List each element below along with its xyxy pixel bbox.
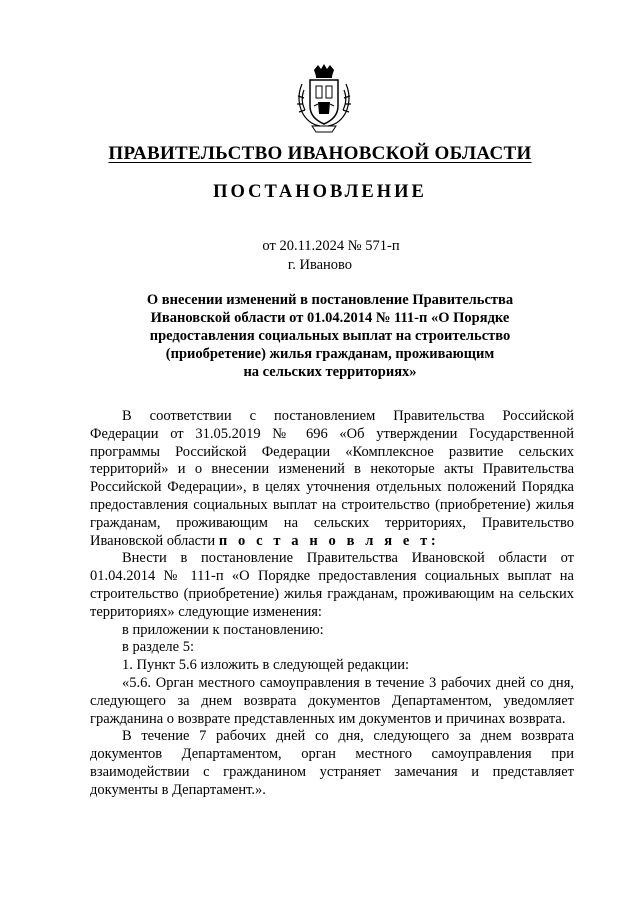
- date-number: от 20.11.2024 № 571-п: [262, 238, 400, 254]
- organization-title-text: ПРАВИТЕЛЬСТВО ИВАНОВСКОЙ ОБЛАСТИ: [108, 143, 532, 164]
- document-body: [90, 408, 574, 800]
- subject-line: Ивановской области от 01.04.2014 № 111-п «О Порядке: [150, 310, 510, 326]
- paragraph: Внести в постановление Правительства Ивановской области от 01.04.2014 № 111-п «О Порядке предоставления социальных выплат на строительство (приобретение) жилья гражданам, проживающим на сельских территориях» следующие изменения:: [90, 550, 574, 620]
- paragraph: в приложении к постановлению:: [122, 621, 324, 638]
- document-type: ПОСТАНОВЛЕНИЕ: [213, 182, 427, 202]
- preamble-text: В соответствии с постановлением Правительства Российской Федерации от 31.05.2019 № 696 «Об утверждении Государственной программы Российской Федерации «Комплексное развитие сельских территорий» и о внесении изменений в некоторые акты Правительства Российской Федерации», в целях уточнения отдельных положений Порядка предоставления социальных выплат на строительство (приобретение) жилья гражданам, проживающим на сельских территориях, Правительство Ивановской области: [90, 408, 574, 549]
- subject-line: на сельских территориях»: [243, 364, 417, 380]
- paragraph: «5.6. Орган местного самоуправления в течение 3 рабочих дней со дня, следующего за днем возврата документов Департаментом, уведомляет гражданина о возврате представленных им документов и причинах возврата.: [90, 674, 574, 727]
- paragraph: 1. Пункт 5.6 изложить в следующей редакции:: [122, 657, 410, 674]
- subject-line: О внесении изменений в постановление Правительства: [146, 292, 514, 308]
- coat-of-arms-icon: [292, 62, 356, 134]
- paragraph-preamble: [90, 408, 574, 550]
- subject-line: предоставления социальных выплат на строительство: [149, 328, 511, 344]
- document-subject: [120, 291, 540, 381]
- paragraph: В течение 7 рабочих дней со дня, следующего за днем возврата документов Департаментом, орган местного самоуправления при взаимодействии с гражданином устраняет замечания и представляет документы в Департамент.».: [90, 728, 574, 798]
- paragraph: в разделе 5:: [122, 639, 195, 656]
- decree-word: п о с т а н о в л я е т:: [218, 532, 440, 549]
- subject-line: (приобретение) жилья гражданам, проживающим: [165, 346, 495, 362]
- organization-title: [0, 143, 640, 165]
- city: г. Иваново: [287, 257, 353, 273]
